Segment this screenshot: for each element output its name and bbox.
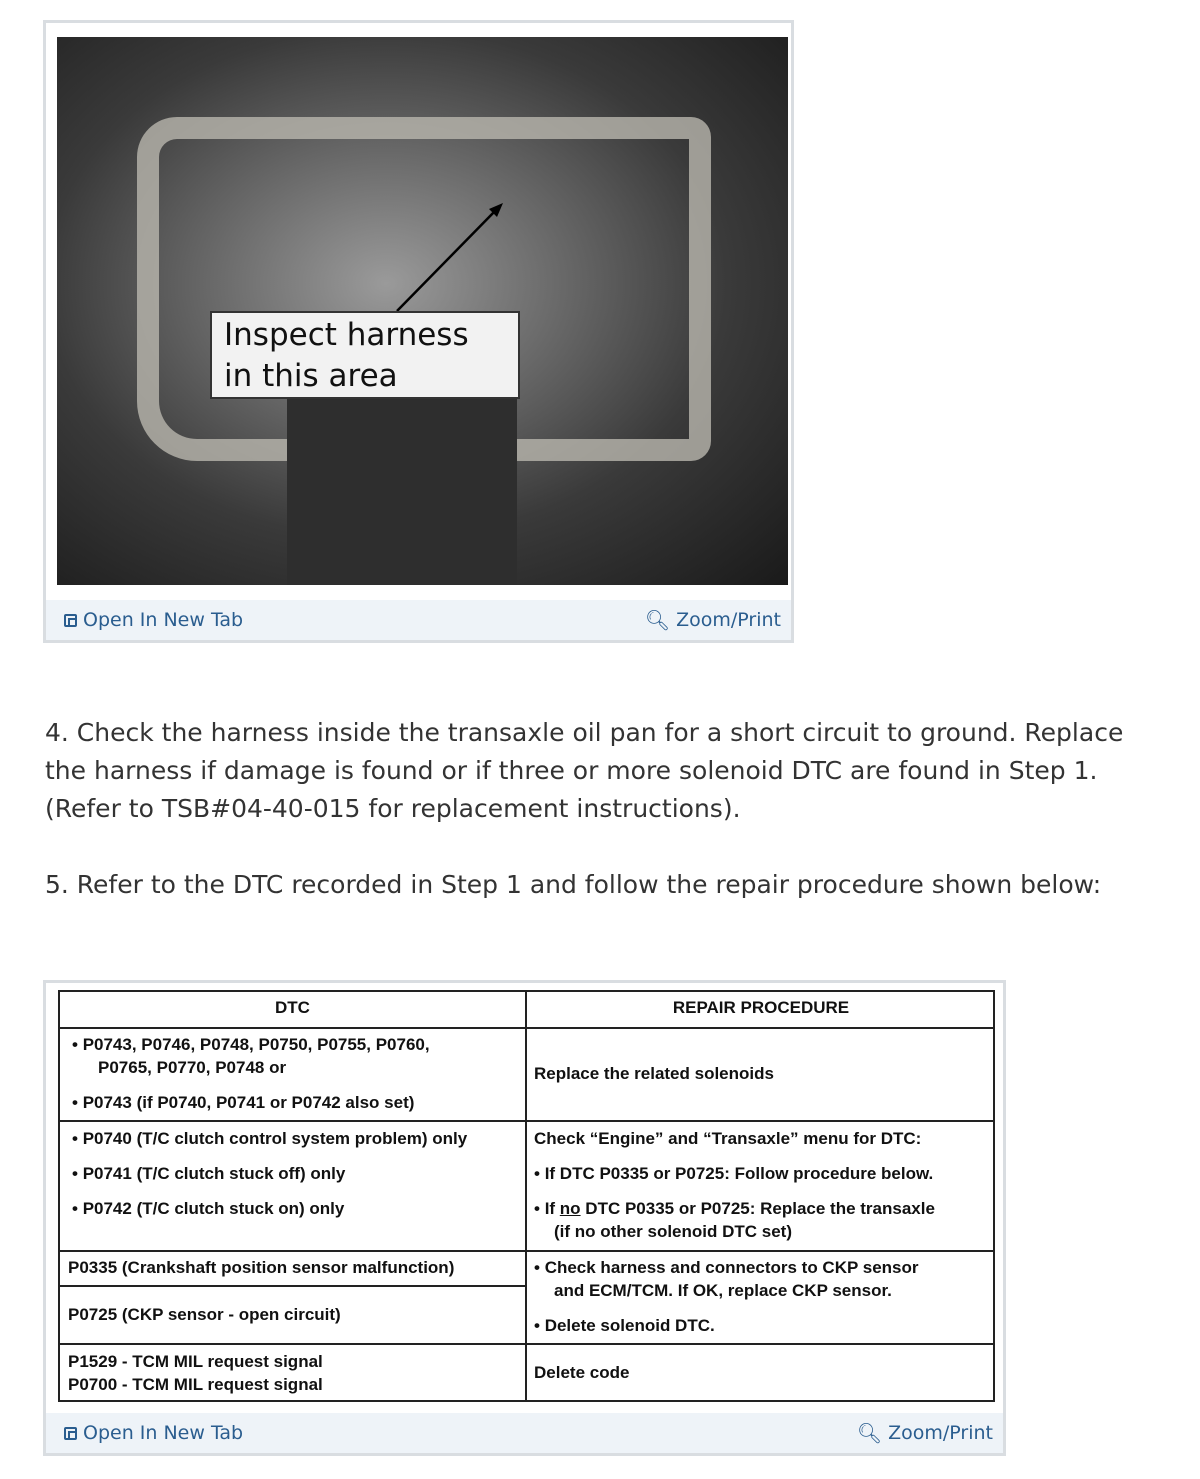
dtc-cell: • P0740 (T/C clutch control system problem) only [72,1129,468,1148]
procedure-cell: Delete code [534,1363,630,1382]
header-dtc: DTC [275,998,310,1017]
open-tab-label: Open In New Tab [83,1422,244,1444]
procedure-cell: • Delete solenoid DTC. [534,1316,715,1335]
procedure-cell: Replace the related solenoids [534,1064,774,1083]
open-tab-icon [64,614,77,627]
open-new-tab-link[interactable] [64,609,243,631]
procedure-cell: Check “Engine” and “Transaxle” menu for DTC: [534,1129,922,1148]
callout-line: in this area [224,358,398,394]
step-4-text: 4. Check the harness inside the transaxle oil pan for a short circuit to ground. Replace the harness if damage is found or if three or more solenoid DTC are found in Step 1. (Refer to TSB#04-40-015 for replacement instructions). [45,718,1124,823]
open-tab-icon [64,1427,77,1440]
step-5-text: 5. Refer to the DTC recorded in Step 1 and follow the repair procedure shown below: [45,870,1102,899]
zoom-print-link[interactable] [645,608,781,632]
callout-line: Inspect harness [224,317,469,353]
procedure-cell: and ECM/TCM. If OK, replace CKP sensor. [554,1281,892,1300]
dtc-cell: • P0743, P0746, P0748, P0750, P0755, P0760, [72,1035,430,1054]
dtc-cell: • P0742 (T/C clutch stuck on) only [72,1199,345,1218]
procedure-cell: (if no other solenoid DTC set) [554,1222,792,1241]
dtc-cell: P0725 (CKP sensor - open circuit) [68,1305,341,1324]
figure-card-dtc-table [43,980,1006,1456]
zoom-print-link[interactable] [857,1421,993,1445]
zoom-icon: 🔍︎ [856,1421,883,1445]
header-repair-procedure: REPAIR PROCEDURE [672,998,850,1017]
open-tab-label: Open In New Tab [83,609,244,631]
zoom-icon: 🔍︎ [644,608,671,632]
dtc-cell: • P0743 (if P0740, P0741 or P0742 also set) [72,1093,415,1112]
procedure-cell: • If DTC P0335 or P0725: Follow procedure below. [534,1164,934,1183]
zoom-print-label: Zoom/Print [888,1422,993,1444]
dtc-cell: P1529 - TCM MIL request signal [68,1352,323,1371]
dtc-cell: P0700 - TCM MIL request signal [68,1375,323,1394]
figure-card-harness [43,20,794,643]
figure-footer [46,600,791,640]
procedure-cell: • Check harness and connectors to CKP sensor [534,1258,919,1277]
figure-footer [46,1413,1003,1453]
transaxle-photo [57,37,788,585]
dtc-cell: P0765, P0770, P0748 or [98,1058,287,1077]
dtc-repair-table [58,990,995,1402]
procedure-cell: • If no DTC P0335 or P0725: Replace the transaxle [534,1199,935,1218]
open-new-tab-link[interactable] [64,1422,243,1444]
dtc-cell: • P0741 (T/C clutch stuck off) only [72,1164,346,1183]
dtc-cell: P0335 (Crankshaft position sensor malfunction) [68,1258,455,1277]
zoom-print-label: Zoom/Print [676,609,781,631]
callout-label [210,311,520,399]
